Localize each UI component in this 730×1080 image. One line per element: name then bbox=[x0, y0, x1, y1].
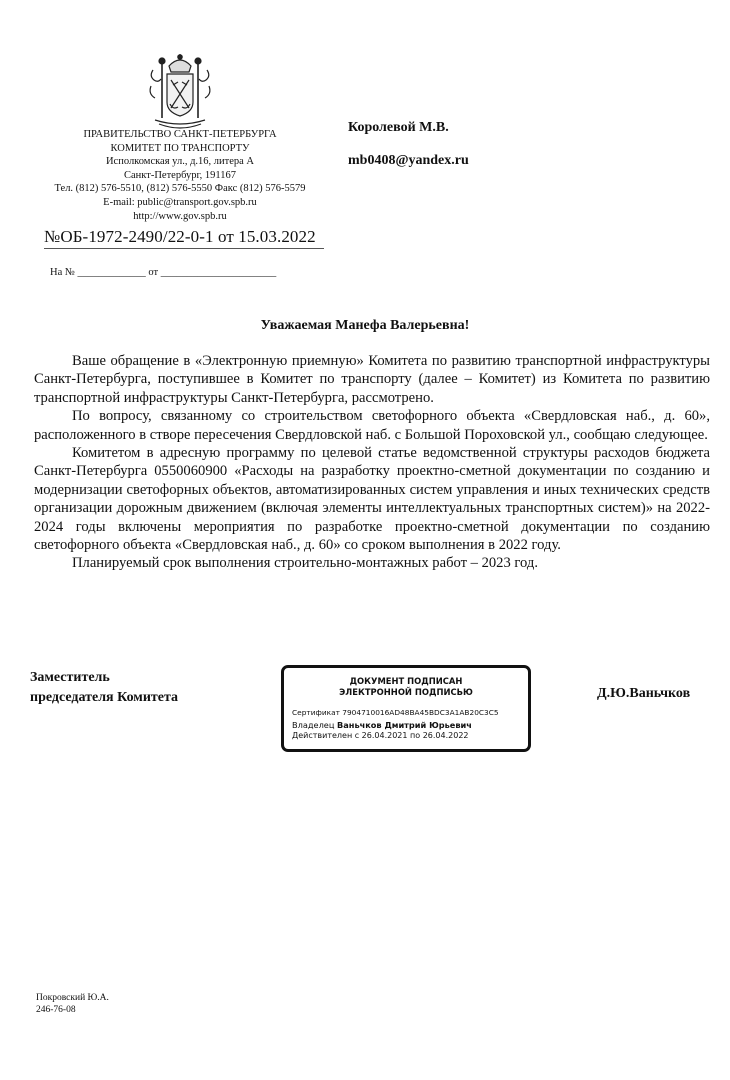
phone-fax: Тел. (812) 576-5510, (812) 576-5550 Факс (812) 576-5579 bbox=[54, 183, 306, 195]
org-website: http://www.gov.spb.ru bbox=[133, 210, 227, 222]
electronic-signature-stamp bbox=[281, 665, 531, 752]
org-email: E-mail: public@transport.gov.spb.ru bbox=[103, 196, 257, 208]
executor-phone: 246-76-08 bbox=[36, 1005, 76, 1015]
executor-info bbox=[36, 992, 109, 1016]
body-paragraph: Ваше обращение в «Электронную приемную» Комитета по развитию транспортной инфраструктуры Санкт-Петербурга, поступившее в Комитет по транспорту (далее – Комитет) из Комитета по развитию транспортной инфраструктуры Санкт-Петербурга, рассмотрено. bbox=[34, 353, 710, 406]
address-street: Исполкомская ул., д.16, литера А bbox=[105, 156, 255, 168]
addressee-email: mb0408@yandex.ru bbox=[348, 153, 469, 168]
stamp-heading-line2: ЭЛЕКТРОННОЙ ПОДПИСЬЮ bbox=[339, 686, 473, 697]
registration-number: №ОБ-1972-2490/22-0-1 от 15.03.2022 bbox=[44, 227, 316, 246]
stamp-certificate: Сертификат 7904710016AD48BA45BDC3A1AB20C3C5 bbox=[292, 708, 499, 717]
address-city: Санкт-Петербург, 191167 bbox=[124, 169, 236, 181]
stamp-owner-label: Владелец bbox=[292, 720, 335, 730]
signatory-name: Д.Ю.Ваньчков bbox=[597, 686, 691, 701]
signatory-title bbox=[30, 668, 178, 708]
body-paragraph: По вопросу, связанному со строительством светофорного объекта «Свердловская наб., д. 60», расположенного в створе пересечения Свердловской наб. с Большой Пороховской ул., сообщаю следующее. bbox=[34, 408, 710, 443]
body-paragraph: Планируемый срок выполнения строительно-монтажных работ – 2023 год. bbox=[72, 555, 538, 572]
signatory-title-line2: председателя Комитета bbox=[30, 690, 179, 705]
coat-of-arms-icon bbox=[145, 52, 215, 132]
signatory-title-line1: Заместитель bbox=[30, 670, 110, 685]
stamp-heading-line1: ДОКУМЕНТ ПОДПИСАН bbox=[349, 676, 463, 686]
addressee-name: Королевой М.В. bbox=[348, 120, 449, 135]
registration-underline bbox=[44, 248, 324, 249]
letterhead-organization-block bbox=[30, 128, 330, 223]
stamp-owner-name: Ваньчков Дмитрий Юрьевич bbox=[337, 720, 472, 730]
reply-reference-line: На № _____________ от ______________________ bbox=[50, 267, 277, 278]
letter-body bbox=[34, 352, 710, 573]
stamp-heading bbox=[292, 676, 528, 697]
executor-name: Покровский Ю.А. bbox=[36, 993, 109, 1003]
salutation: Уважаемая Манефа Валерьевна! bbox=[260, 318, 470, 333]
stamp-validity: Действителен с 26.04.2021 по 26.04.2022 bbox=[292, 731, 469, 740]
body-paragraph: Комитетом в адресную программу по целевой статье ведомственной структуры расходов бюджета Санкт-Петербурга 0550060900 «Расходы на разработку проектно-сметной документации по созданию и модернизации светофорных объектов, автоматизированных систем управления и иных технических средств организации дорожным движением (включая элементы интеллектуальных транспортных систем)» на 2022-2024 годы включены мероприятия по разработке проектно-сметной документации по созданию светофорного объекта «Свердловская наб., д. 60» со сроком выполнения в 2022 году. bbox=[34, 445, 710, 554]
addressee-block bbox=[348, 120, 469, 169]
org-name: ПРАВИТЕЛЬСТВО САНКТ-ПЕТЕРБУРГА bbox=[83, 129, 277, 140]
stamp-owner bbox=[292, 720, 528, 730]
committee-name: КОМИТЕТ ПО ТРАНСПОРТУ bbox=[110, 142, 250, 154]
